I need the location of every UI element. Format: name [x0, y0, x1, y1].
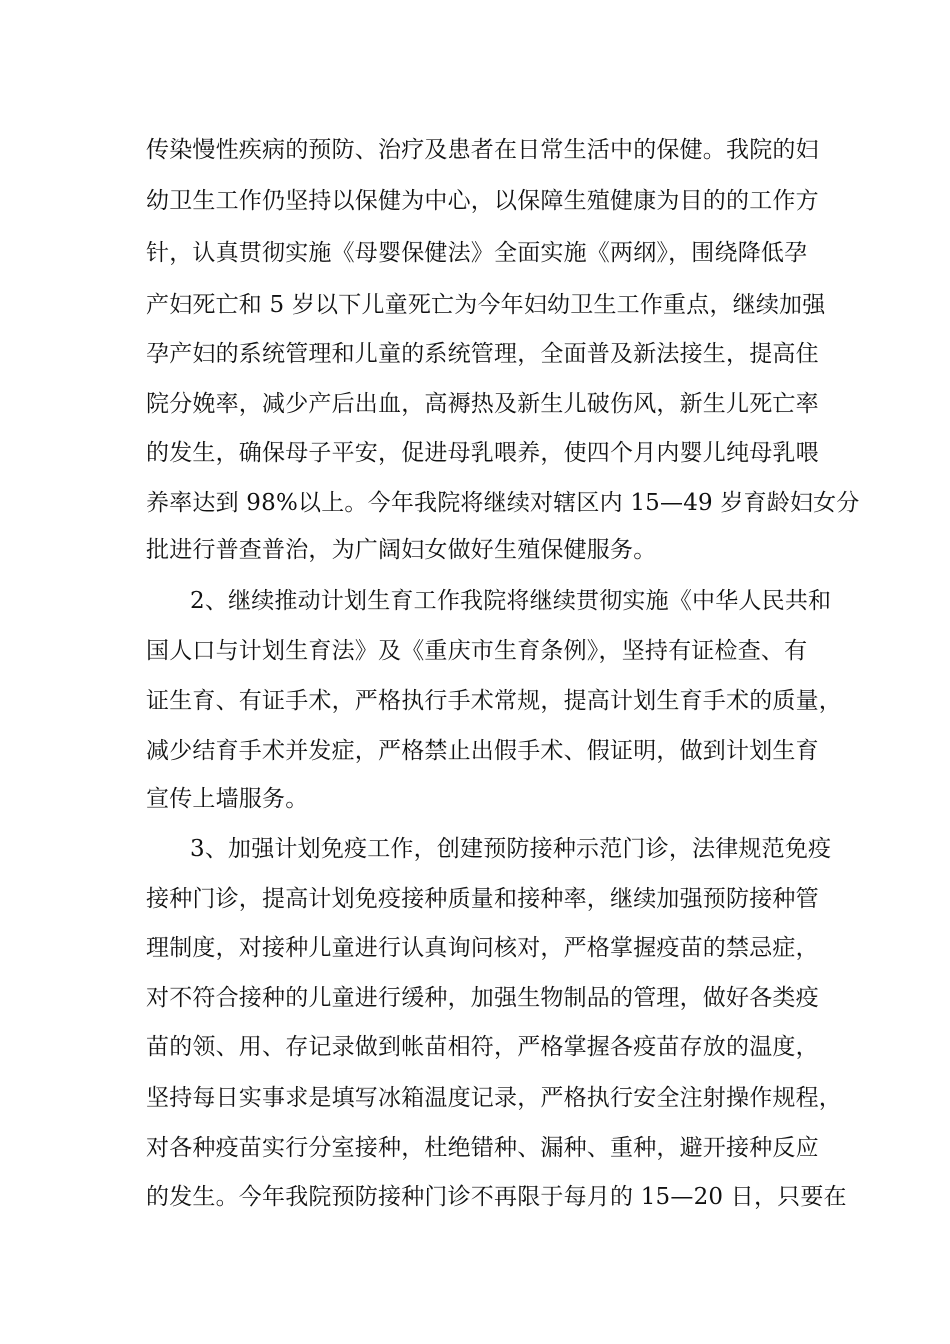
text-line: 宣传上墙服务。 — [146, 786, 309, 812]
text-line: 针，认真贯彻实施《母婴保健法》全面实施《两纲》，围绕降低孕 — [146, 240, 808, 266]
text-line: 传染慢性疾病的预防、治疗及患者在日常生活中的保健。我院的妇 — [146, 137, 819, 163]
text-line: 对各种疫苗实行分室接种，杜绝错种、漏种、重种，避开接种反应 — [146, 1135, 819, 1161]
text-line: 减少结育手术并发症，严格禁止出假手术、假证明，做到计划生育 — [146, 738, 819, 764]
text-line: 苗的领、用、存记录做到帐苗相符，严格掌握各疫苗存放的温度， — [146, 1034, 819, 1060]
text-line: 证生育、有证手术，严格执行手术常规，提高计划生育手术的质量， — [146, 688, 842, 714]
text-line: 的发生，确保母子平安，促进母乳喂养，使四个月内婴儿纯母乳喂 — [146, 440, 819, 466]
text-line: 理制度，对接种儿童进行认真询问核对，严格掌握疫苗的禁忌症， — [146, 935, 819, 961]
paragraph-2-first-line: 2、继续推动计划生育工作我院将继续贯彻实施《中华人民共和 — [190, 588, 832, 614]
text-line: 的发生。今年我院预防接种门诊不再限于每月的 15—20 日，只要在 — [146, 1184, 847, 1210]
text-line: 养率达到 98%以上。今年我院将继续对辖区内 15—49 岁育龄妇女分 — [146, 490, 860, 516]
text-line: 孕产妇的系统管理和儿童的系统管理，全面普及新法接生，提高住 — [146, 341, 819, 367]
text-line: 国人口与计划生育法》及《重庆市生育条例》，坚持有证检查、有 — [146, 638, 808, 664]
paragraph-3-first-line: 3、加强计划免疫工作，创建预防接种示范门诊，法律规范免疫 — [190, 836, 832, 862]
text-line: 批进行普查普治，为广阔妇女做好生殖保健服务。 — [146, 537, 657, 563]
text-line: 对不符合接种的儿童进行缓种，加强生物制品的管理，做好各类疫 — [146, 985, 819, 1011]
text-line: 幼卫生工作仍坚持以保健为中心，以保障生殖健康为目的的工作方 — [146, 188, 819, 214]
text-line: 坚持每日实事求是填写冰箱温度记录，严格执行安全注射操作规程， — [146, 1085, 842, 1111]
text-line: 接种门诊，提高计划免疫接种质量和接种率，继续加强预防接种管 — [146, 886, 819, 912]
text-line: 院分娩率，减少产后出血，高褥热及新生儿破伤风，新生儿死亡率 — [146, 391, 819, 417]
text-line: 产妇死亡和 5 岁以下儿童死亡为今年妇幼卫生工作重点，继续加强 — [146, 292, 826, 318]
